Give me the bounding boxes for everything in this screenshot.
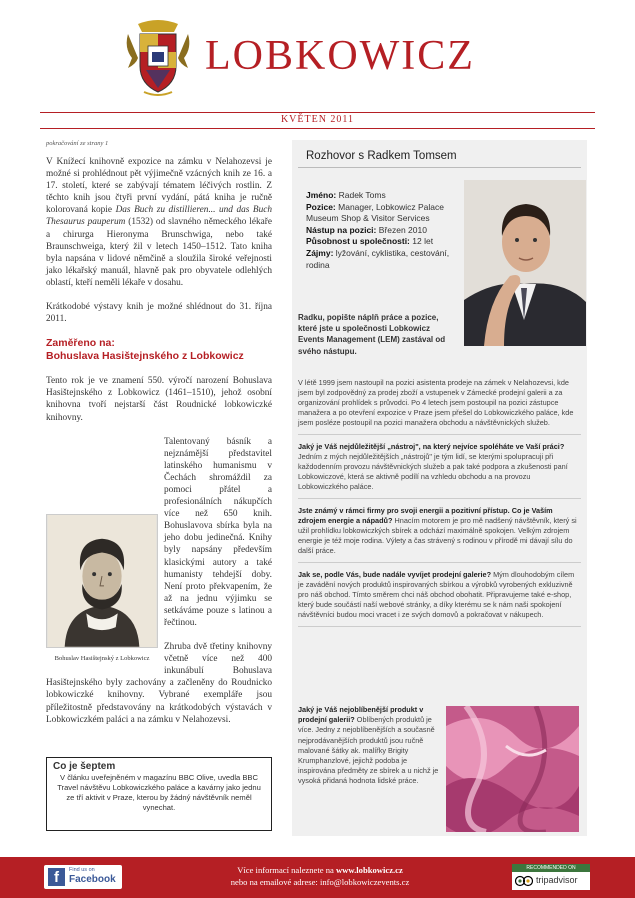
bohuslav-portrait-image <box>46 514 158 648</box>
facebook-icon: f <box>48 868 65 886</box>
paragraph-humanist: Bohuslav Hasištejnský z Lobkowicz Talentovaný básník a nejznámější představitel latinského humanismu v Čechách shromáždil za pomoci přátel a profesionálních nákupčích více než 650 knih. Bohuslavova sbírka byla na jeho dobu jedinečná. Knihy byly napsány především klasickými autory a také humanisty tehdejší doby. Není proto překvapením, že až na jednu výjimku se setkáváme pouze s latinou a řečtinou. <box>46 436 272 630</box>
issue-date: KVĚTEN 2011 <box>280 114 355 125</box>
paragraph-exhibition-dates: Krátkodobé výstavy knih je možné shlédnout do 31. října 2011. <box>46 302 272 325</box>
interview-panel <box>292 140 587 836</box>
email-link[interactable]: info@lobkowiczevents.cz <box>319 877 410 887</box>
portrait-figure <box>46 514 158 664</box>
qa-tool: Jaký je Váš nejdůležitější „nástroj", na který nejvíce spoléháte ve Vaší práci? Jedním z mých nejdůležitějších „nástrojů" je tým lidí, se kterými spolupracuji při každodenním provozu návštěvnických služeb a pak také podpora a zkušenosti paní Lobkowiczové, která se aktivně podílí na vzhledu obchodu a na provozu Lobkowiczkého paláce. <box>298 442 581 499</box>
coat-of-arms-icon <box>124 18 192 98</box>
masthead-rule-bottom <box>40 128 595 129</box>
qa-favourite-product: Jaký je Váš nejoblíbenější produkt v prodejní galerii? Oblíbených produktů je více. Jedny z nejoblíbenějších a současně nejprodávanějších produktů jsou ručně malované šátky ak. malířky Brigity Krumphanzlové, jejichž podoba je inspirována předměty ze sbírek a u nichž je vysoká přidaná hodnota lidské práce. <box>298 705 581 787</box>
tripadvisor-owl-icon <box>515 875 533 887</box>
footer-contact: Více informací naleznete na www.lobkowicz.cz nebo na emailové adrese: info@lobkowiczevents.cz <box>230 865 410 887</box>
profile-tenure: 12 let <box>412 236 434 247</box>
whisper-text: V článku uveřejněném v magazínu BBC Olive, uvedla BBC Travel návštěvu Lobkowiczkého paláce a kavárny jako jednu ze tří aktivit v Praze, kterou by žádný návštěvník neměl vynechat. <box>57 773 261 812</box>
masthead <box>0 0 635 100</box>
interview-body <box>298 313 581 634</box>
paragraph-collection-fate: Zhruba dvě třetiny knihovny včetně více než 400 inkunábulí Bohuslava Hasištejnského byly zachovány a začleněny do Roudnicko lobkowiczké knihovny. Vybrané exempláře jsou příležitostně představovány na krátkodobých výstavách v Lobkowiczkém paláci a na zámku v Nelahozevsi. <box>46 642 272 725</box>
portrait-caption: Bohuslav Hasištejnský z Lobkowicz <box>54 654 150 662</box>
whisper-box <box>46 757 272 831</box>
brand-wordmark: LOBKOWICZ <box>205 33 475 79</box>
masthead-rule-top <box>40 112 595 113</box>
continued-note: pokračování ze strany 1 <box>46 140 109 147</box>
paragraph-herbal-books: V Knížecí knihovně expozice na zámku v Nelahozevsi je možné si prohlédnout pět výjimečně vzácných knih ze 16. a 17. století, které se zabývají tématem léčivých rostlin. Z těchto knih jsou čtyři první vydání, pátá kniha je ručně kolorovaná kopie Das Buch zu distillieren... und das Buch Thesaurus pauperum (1532) od slavného německého lékaře a chirurga Hieronyma Brunschwiga, nebo také Braunschweiga, který žil v letech 1450–1512. Tato kniha byla napsána v lidové němčině a sloužila široké veřejnosti jako lékařský manuál, hlavně pak pro obyvatele odlehlých oblastí, kteří neměli lékaře v dosahu. <box>46 157 272 288</box>
qa-gallery-future: Jak se, podle Vás, bude nadále vyvíjet prodejní galerie? Mým dlouhodobým cílem je zavádění nových produktů inspirovaných sbírkou a výrobků vyrobených exkluzivně pro náš obchod. Tímto směrem chci náš obchod obohatit. Připravujeme také e-shop, který bude součástí naší webové stránky, a díky kterému se k nám naši spokojení návštěvníci budou moci vracet i ze svých domovů a pokračovat v nákupech. <box>298 570 581 627</box>
facebook-badge[interactable]: f Find us on Facebook <box>44 865 122 889</box>
section-heading: Zaměřeno na: Bohuslava Hasištejnského z Lobkowicz <box>46 337 244 363</box>
interview-title: Rozhovor s Radkem Tomsem <box>298 146 581 168</box>
profile-position: Manager, Lobkowicz Palace Museum Shop & Visitor Services <box>306 201 444 224</box>
paragraph-anniversary: Tento rok je ve znamení 550. výročí narození Bohuslava Hasištejnského z Lobkowicz (1461–1510), jehož osobní knihovna tvoří nejstarší část Roudnické lobkowiczké knihovny. <box>46 376 272 423</box>
whisper-title: Co je šeptem <box>53 761 116 772</box>
website-link[interactable]: www.lobkowicz.cz <box>335 865 403 875</box>
radek-toms-photo <box>464 180 586 346</box>
interview-lead-question: Radku, popište náplň práce a pozice, které jste u společnosti Lobkowicz Events Management (LEM) zastával od svého nástupu. <box>298 313 446 356</box>
footer-bar <box>0 857 635 898</box>
profile-block <box>298 168 581 320</box>
qa-energy: Jste známý v rámci firmy pro svoji energii a pozitivní přístup. Co je Vaším zdrojem energie a nápadů? Hnacím motorem je pro mě nadšený návštěvník, který si užil prohlídku lobkowiczkých sbírek a odchází maximálně spokojen. Velkým zdrojem energie je též moje rodina. Výlety a čas strávený s rodinou v přírodě mi dávají sílu do další práce. <box>298 506 581 563</box>
profile-facts: Jméno: Radek Toms Pozice: Manager, Lobkowicz Palace Museum Shop & Visitor Services Nástup na pozici: Březen 2010 Působnost u společnosti: 12 let Zájmy: lyžování, cyklistika, cestování, rodina <box>306 190 450 270</box>
book-title: Das Buch zu distillieren... und das Buch Thesaurus pauperum <box>46 205 272 228</box>
tripadvisor-badge[interactable]: RECOMMENDED ON tripadvisor <box>512 864 590 890</box>
portrait-flow <box>46 436 272 726</box>
profile-name: Radek Toms <box>338 190 386 200</box>
silk-scarf-image <box>446 706 579 832</box>
answer-1: V létě 1999 jsem nastoupil na pozici asistenta prodeje na zámek v Nelahozevsi, kde jsem byl zodpovědný za prodej zboží a vstupenek v Zámecké prodejní galerii a za organizování prohlídek s průvodci. Po 4 letech jsem postoupil na pozici zástupce manažera a po otevření expozice v Praze jsem přešel do Lobkowiczkého paláce, kde jsem posléze postoupil na pozici manažera obchodu a návštěvnických služeb. <box>298 378 581 435</box>
left-column <box>46 156 272 738</box>
profile-start: Březen 2010 <box>378 224 427 235</box>
profile-interests: lyžování, cyklistika, cestování, rodina <box>306 247 450 270</box>
